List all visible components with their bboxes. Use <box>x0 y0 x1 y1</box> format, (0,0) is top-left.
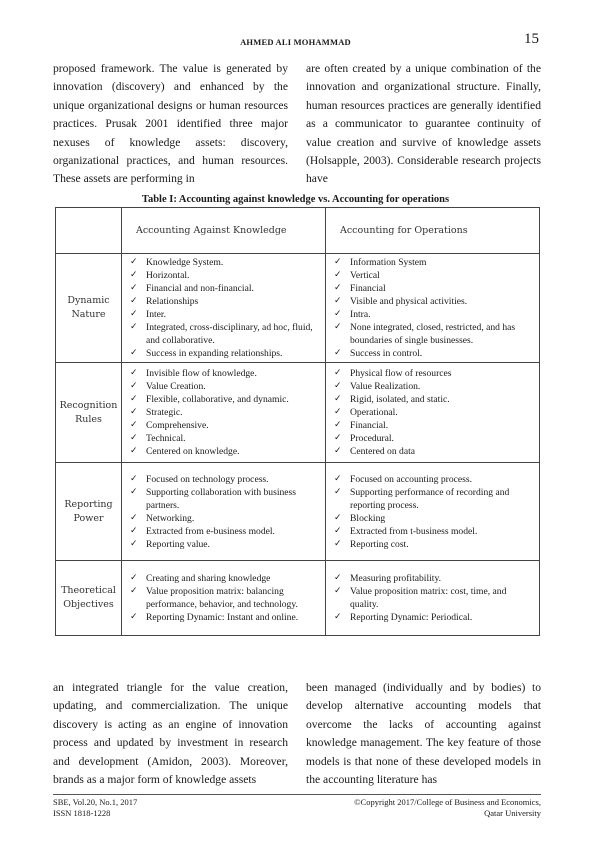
table-row <box>56 463 540 561</box>
list-item <box>126 308 319 321</box>
operations-cell <box>326 463 540 561</box>
list-item <box>330 347 533 360</box>
list-item <box>126 611 319 624</box>
item-text: Value Creation. <box>146 381 206 392</box>
list-item <box>330 572 533 585</box>
item-text: Procedural. <box>350 433 394 444</box>
item-text: Rigid, isolated, and static. <box>350 394 450 405</box>
list-item <box>126 256 319 269</box>
checkmark-icon: ✓ <box>334 322 342 332</box>
item-text: Inter. <box>146 309 166 320</box>
item-text: Centered on knowledge. <box>146 446 240 457</box>
checkmark-icon: ✓ <box>334 407 342 417</box>
list-item <box>126 473 319 486</box>
checkmark-icon: ✓ <box>334 420 342 430</box>
item-text: Extracted from t-business model. <box>350 525 478 537</box>
list-item <box>330 321 533 347</box>
item-text: Comprehensive. <box>146 420 209 431</box>
comparison-table <box>55 207 540 636</box>
body-column-left: an integrated triangle for the value creation, updating, and commercialization. The unique discovery is acting as an engine of innovation process and updated by investment in research and development (Amidon, 2003). Moreover, brands as a major form of knowledge assets <box>53 681 288 787</box>
checkmark-icon: ✓ <box>130 270 138 280</box>
checkmark-icon: ✓ <box>130 433 138 443</box>
list-item <box>330 432 533 445</box>
knowledge-list <box>122 471 325 553</box>
item-text: Visible and physical activities. <box>350 296 468 307</box>
list-item <box>330 486 533 512</box>
knowledge-cell <box>122 363 326 463</box>
item-text: Relationships <box>146 296 199 307</box>
checkmark-icon: ✓ <box>334 381 342 391</box>
list-item <box>126 538 319 551</box>
checkmark-icon: ✓ <box>130 573 138 583</box>
row-label: Recognition Rules <box>56 363 122 463</box>
checkmark-icon: ✓ <box>130 473 138 484</box>
footer-divider <box>53 794 541 795</box>
operations-list <box>326 254 539 362</box>
list-item <box>126 525 319 538</box>
operations-list <box>326 471 539 553</box>
operations-cell <box>326 363 540 463</box>
table-corner-cell <box>56 208 122 254</box>
item-text: Strategic. <box>146 407 183 418</box>
row-label: Theoretical Objectives <box>56 561 122 636</box>
checkmark-icon: ✓ <box>334 512 342 523</box>
checkmark-icon: ✓ <box>334 270 342 280</box>
checkmark-icon: ✓ <box>334 433 342 443</box>
issn: ISSN 1818-1228 <box>53 808 111 818</box>
item-text: Blocking <box>350 512 386 524</box>
table-row <box>56 363 540 463</box>
checkmark-icon: ✓ <box>130 368 138 378</box>
item-text: Intra. <box>350 309 371 320</box>
list-item <box>330 611 533 624</box>
checkmark-icon: ✓ <box>130 512 138 523</box>
item-text: Physical flow of resources <box>350 368 452 379</box>
running-header-author: AHMED ALI MOHAMMAD <box>240 37 351 47</box>
item-text: Extracted from e-business model. <box>146 525 275 537</box>
checkmark-icon: ✓ <box>334 586 342 596</box>
item-text: Centered on data <box>350 446 415 457</box>
item-text: Reporting value. <box>146 538 210 550</box>
item-text: Information System <box>350 257 427 268</box>
list-item <box>126 445 319 458</box>
university: Qatar University <box>484 808 541 818</box>
item-text: Value Realization. <box>350 381 421 392</box>
checkmark-icon: ✓ <box>130 486 138 497</box>
checkmark-icon: ✓ <box>334 538 342 549</box>
list-item <box>330 419 533 432</box>
checkmark-icon: ✓ <box>334 573 342 583</box>
item-text: Reporting Dynamic: Periodical. <box>350 612 473 623</box>
body-text-top <box>53 60 541 189</box>
checkmark-icon: ✓ <box>130 612 138 622</box>
checkmark-icon: ✓ <box>130 348 138 358</box>
checkmark-icon: ✓ <box>130 538 138 549</box>
footer-left <box>53 797 137 819</box>
list-item <box>330 308 533 321</box>
table-header-row <box>56 208 540 254</box>
list-item <box>330 473 533 486</box>
checkmark-icon: ✓ <box>130 420 138 430</box>
list-item <box>126 585 319 611</box>
list-item <box>126 486 319 512</box>
operations-list <box>326 570 539 626</box>
list-item <box>126 269 319 282</box>
checkmark-icon: ✓ <box>130 309 138 319</box>
list-item <box>126 406 319 419</box>
operations-cell <box>326 561 540 636</box>
checkmark-icon: ✓ <box>130 394 138 404</box>
list-item <box>126 321 319 347</box>
item-text: Success in control. <box>350 348 423 359</box>
item-text: Value proposition matrix: balancing performance, behavior, and technology. <box>146 586 298 610</box>
item-text: Supporting collaboration with business partners. <box>146 486 297 511</box>
list-item <box>330 295 533 308</box>
list-item <box>330 538 533 551</box>
checkmark-icon: ✓ <box>130 296 138 306</box>
list-item <box>126 282 319 295</box>
checkmark-icon: ✓ <box>130 381 138 391</box>
item-text: Creating and sharing knowledge <box>146 573 271 584</box>
operations-list <box>326 365 539 460</box>
knowledge-cell <box>122 463 326 561</box>
operations-cell <box>326 254 540 363</box>
checkmark-icon: ✓ <box>130 257 138 267</box>
item-text: Financial and non-financial. <box>146 283 254 294</box>
column-header-knowledge: Accounting Against Knowledge <box>122 208 326 254</box>
item-text: Reporting Dynamic: Instant and online. <box>146 612 299 623</box>
knowledge-cell <box>122 561 326 636</box>
list-item <box>126 432 319 445</box>
list-item <box>330 512 533 525</box>
checkmark-icon: ✓ <box>334 473 342 484</box>
list-item <box>330 445 533 458</box>
body-text-bottom <box>53 679 541 789</box>
item-text: Success in expanding relationships. <box>146 348 283 359</box>
checkmark-icon: ✓ <box>334 257 342 267</box>
list-item <box>126 512 319 525</box>
checkmark-icon: ✓ <box>334 368 342 378</box>
body-column-left: proposed framework. The value is generated by innovation (discovery) and enhanced by the unique organizational designs or human resources practices. Prusak 2001 identified three major nexuses of knowledge assets: discovery, organizational practices, and human resources. These assets are performing in <box>53 62 288 186</box>
item-text: Technical. <box>146 433 186 444</box>
checkmark-icon: ✓ <box>334 283 342 293</box>
list-item <box>330 282 533 295</box>
list-item <box>126 367 319 380</box>
item-text: Operational. <box>350 407 398 418</box>
item-text: Networking. <box>146 512 195 524</box>
checkmark-icon: ✓ <box>334 486 342 497</box>
item-text: Integrated, cross-disciplinary, ad hoc, fluid, and collaborative. <box>146 322 313 346</box>
page-number: 15 <box>524 31 539 47</box>
row-label: Reporting Power <box>56 463 122 561</box>
list-item <box>330 380 533 393</box>
item-text: Supporting performance of recording and reporting process. <box>350 486 510 511</box>
list-item <box>330 256 533 269</box>
checkmark-icon: ✓ <box>130 407 138 417</box>
table-caption: Table I: Accounting against knowledge vs. Accounting for operations <box>141 194 450 205</box>
checkmark-icon: ✓ <box>334 612 342 622</box>
list-item <box>330 367 533 380</box>
item-text: Reporting cost. <box>350 538 409 550</box>
checkmark-icon: ✓ <box>334 296 342 306</box>
list-item <box>330 269 533 282</box>
item-text: Horizontal. <box>146 270 190 281</box>
knowledge-list <box>122 254 325 362</box>
row-label: Dynamic Nature <box>56 254 122 363</box>
checkmark-icon: ✓ <box>130 525 138 536</box>
item-text: Flexible, collaborative, and dynamic. <box>146 394 289 405</box>
item-text: Financial. <box>350 420 389 431</box>
knowledge-cell <box>122 254 326 363</box>
copyright: ©Copyright 2017/College of Business and Economics, <box>354 797 541 807</box>
checkmark-icon: ✓ <box>130 283 138 293</box>
checkmark-icon: ✓ <box>130 322 138 332</box>
list-item <box>126 393 319 406</box>
list-item <box>330 525 533 538</box>
checkmark-icon: ✓ <box>130 586 138 596</box>
table-row <box>56 561 540 636</box>
item-text: Measuring profitability. <box>350 573 442 584</box>
checkmark-icon: ✓ <box>334 309 342 319</box>
item-text: Focused on technology process. <box>146 473 269 485</box>
checkmark-icon: ✓ <box>130 446 138 456</box>
body-column-right: been managed (individually and by bodies) to develop alternative accounting models that overcome the lacks of accounting against knowledge management. The key feature of those models is that none of these developed models in the accounting literature has <box>306 681 541 787</box>
footer-right <box>354 797 541 819</box>
list-item <box>126 380 319 393</box>
item-text: Focused on accounting process. <box>350 473 473 485</box>
list-item <box>330 585 533 611</box>
item-text: Knowledge System. <box>146 257 224 268</box>
item-text: Financial <box>350 283 386 294</box>
body-column-right: are often created by a unique combination of the innovation and organizational structure. Finally, human resources practices are generally identified as a communicator to guarantee continuity of value creation and survive of knowledge assets (Holsapple, 2003). Considerable research projects have <box>306 62 541 186</box>
list-item <box>330 406 533 419</box>
item-text: Value proposition matrix: cost, time, and quality. <box>350 586 507 610</box>
item-text: Invisible flow of knowledge. <box>146 368 257 379</box>
list-item <box>126 572 319 585</box>
checkmark-icon: ✓ <box>334 446 342 456</box>
journal-citation: SBE, Vol.20, No.1, 2017 <box>53 797 138 807</box>
list-item <box>126 419 319 432</box>
item-text: Vertical <box>350 270 380 281</box>
knowledge-list <box>122 365 325 460</box>
list-item <box>126 295 319 308</box>
list-item <box>330 393 533 406</box>
checkmark-icon: ✓ <box>334 394 342 404</box>
checkmark-icon: ✓ <box>334 348 342 358</box>
table-row <box>56 254 540 363</box>
checkmark-icon: ✓ <box>334 525 342 536</box>
list-item <box>126 347 319 360</box>
column-header-operations: Accounting for Operations <box>326 208 540 254</box>
item-text: None integrated, closed, restricted, and has boundaries of single businesses. <box>350 322 516 346</box>
knowledge-list <box>122 570 325 626</box>
